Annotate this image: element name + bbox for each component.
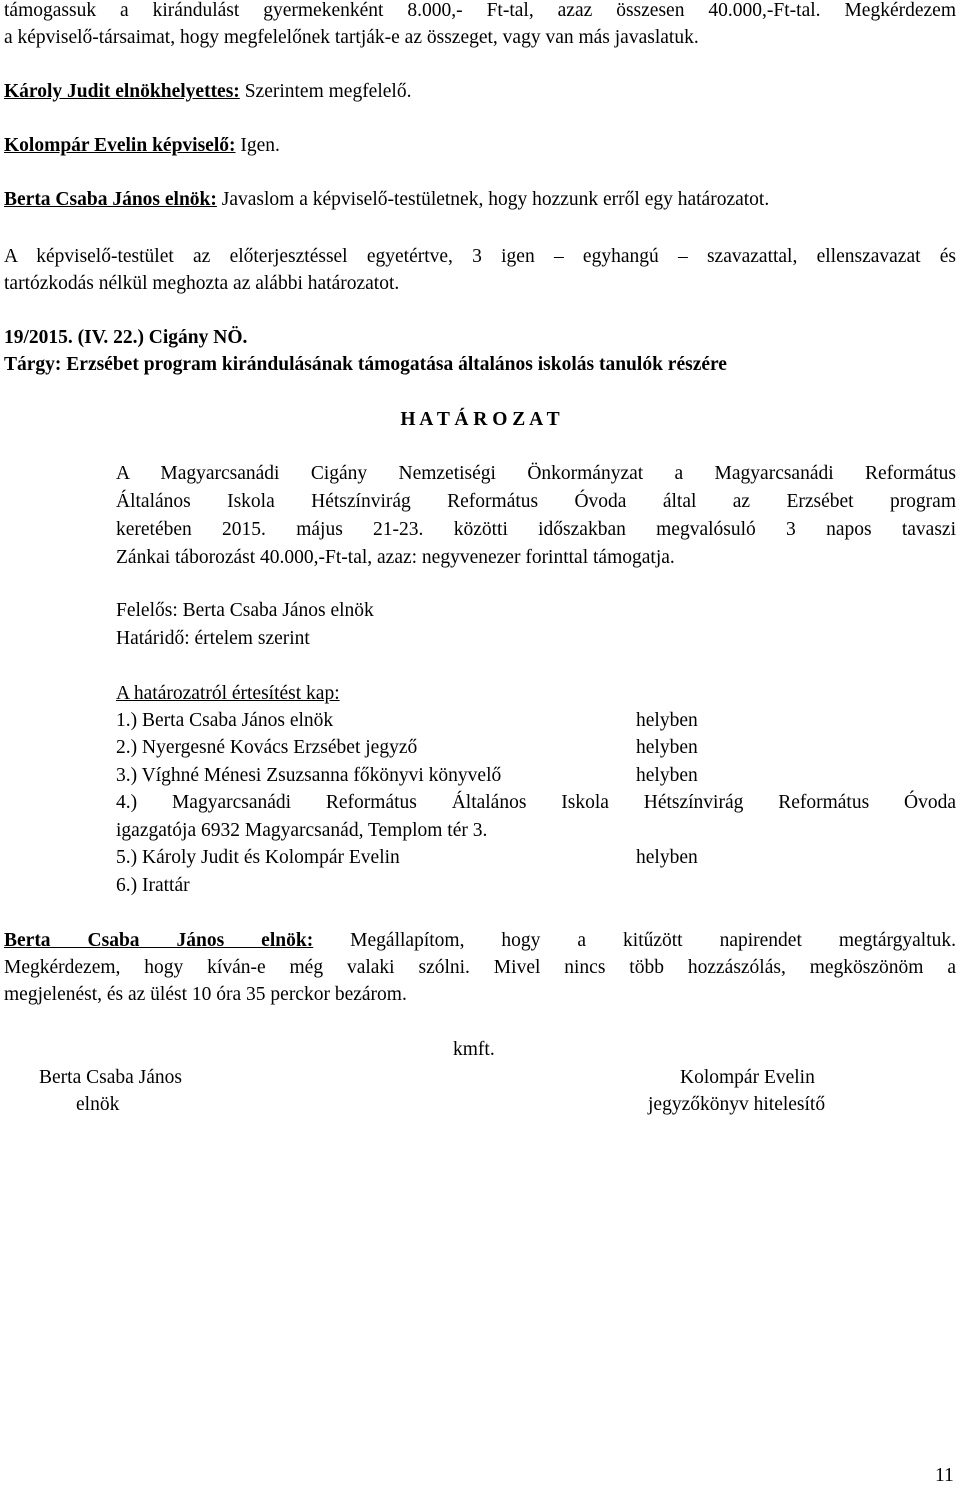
closing-line-1 [4, 927, 956, 954]
statement-text: Javaslom a képviselő-testületnek, hogy hozzunk erről egy határozatot. [216, 189, 770, 210]
statement-kolompar-evelin [4, 132, 280, 159]
page-number: 11 [935, 1465, 954, 1486]
signature-left-name: Berta Csaba János [39, 1067, 182, 1088]
statement-text: Szerintem megfelelő. [239, 81, 412, 102]
resolution-body-line: A Magyarcsanádi Cigány Nemzetiségi Önkormányzat a Magyarcsanádi Református [116, 463, 956, 484]
speaker-name: Kolompár Evelin képviselő: [4, 135, 236, 156]
recipient-place: helyben [636, 737, 698, 758]
recipient-name: 5.) Károly Judit és Kolompár Evelin [116, 847, 400, 868]
resolution-body-line: keretében 2015. május 21-23. közötti időszakban megvalósuló 3 napos tavaszi [116, 519, 956, 540]
recipient-name: 3.) Víghné Ménesi Zsuzsanna főkönyvi könyvelő [116, 765, 502, 786]
recipient-place: helyben [636, 710, 698, 731]
recipient-6: 6.) Irattár [116, 875, 190, 896]
statement-text: Igen. [235, 135, 280, 156]
signature-right-title: jegyzőkönyv hitelesítő [648, 1094, 826, 1115]
signature-left-title: elnök [76, 1094, 120, 1115]
kmft-label: kmft. [453, 1039, 495, 1060]
statement-berta-csaba [4, 186, 769, 213]
closing-line-2: Megkérdezem, hogy kíván-e még valaki szólni. Mivel nincs több hozzászólás, megköszönöm a [4, 957, 956, 978]
closing-text: Megállapítom, hogy a kitűzött napirendet megtárgyaltuk. [313, 930, 956, 951]
speaker-name: Berta Csaba János elnök: [4, 189, 217, 210]
resolution-number: 19/2015. (IV. 22.) Cigány NÖ. [4, 327, 248, 348]
recipient-place: helyben [636, 765, 698, 786]
resolution-heading: H A T Á R O Z A T [400, 409, 560, 430]
closing-line-3: megjelenést, és az ülést 10 óra 35 perckor bezárom. [4, 984, 407, 1005]
resolution-deadline: Határidő: értelem szerint [116, 628, 310, 649]
intro-line-1: támogassuk a kirándulást gyermekenként 8.000,- Ft-tal, azaz összesen 40.000,-Ft-tal. Megkérdezem [4, 0, 956, 21]
resolution-body-line: Általános Iskola Hétszínvirág Református Óvoda által az Erzsébet program [116, 491, 956, 512]
recipient-place: helyben [636, 847, 698, 868]
intro-line-2: a képviselő-társaimat, hogy megfelelőnek tartják-e az összeget, vagy van más javaslatuk. [4, 27, 699, 48]
statement-karoly-judit [4, 78, 411, 105]
resolution-responsible: Felelős: Berta Csaba János elnök [116, 600, 374, 621]
recipient-name: 2.) Nyergesné Kovács Erzsébet jegyző [116, 737, 418, 758]
speaker-name: Berta Csaba János elnök: [4, 930, 314, 951]
speaker-name: Károly Judit elnökhelyettes: [4, 81, 240, 102]
vote-line-2: tartózkodás nélkül meghozta az alábbi határozatot. [4, 273, 400, 294]
signature-right-name: Kolompár Evelin [680, 1067, 815, 1088]
recipient-4-line-2: igazgatója 6932 Magyarcsanád, Templom tér 3. [116, 820, 488, 841]
recipient-name: 1.) Berta Csaba János elnök [116, 710, 334, 731]
vote-line-1: A képviselő-testület az előterjesztéssel egyetértve, 3 igen – egyhangú – szavazattal, ellenszavazat és [4, 246, 956, 267]
resolution-subject: Tárgy: Erzsébet program kirándulásának támogatása általános iskolás tanulók részére [4, 354, 727, 375]
resolution-body-line: Zánkai táborozást 40.000,-Ft-tal, azaz: negyvenezer forinttal támogatja. [116, 547, 675, 568]
recipient-4-line-1: 4.) Magyarcsanádi Református Általános Iskola Hétszínvirág Református Óvoda [116, 792, 956, 813]
recipients-title: A határozatról értesítést kap: [116, 683, 340, 704]
